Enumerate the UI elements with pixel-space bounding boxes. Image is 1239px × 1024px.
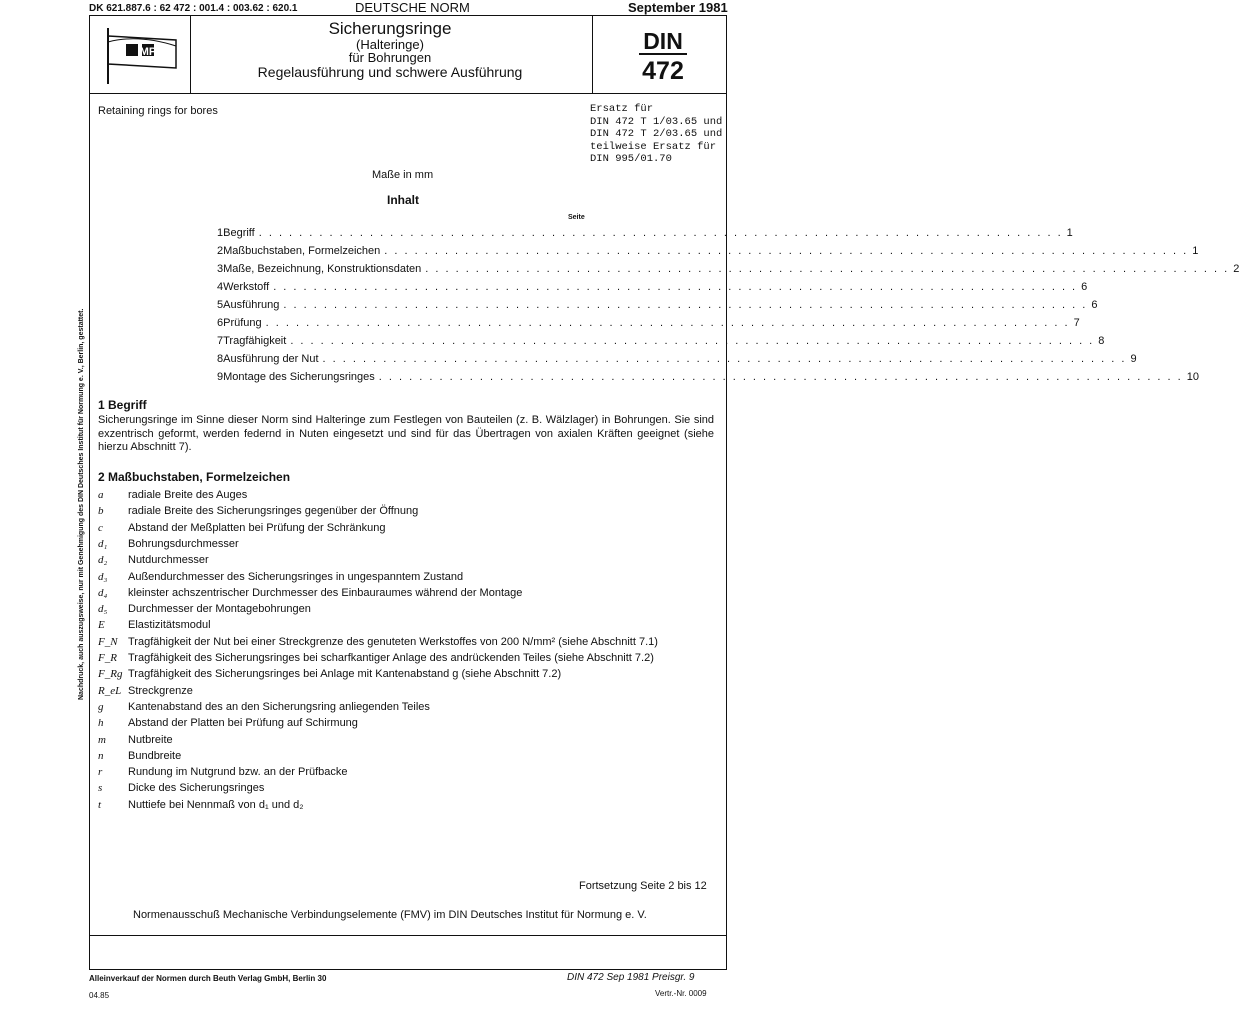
symbol-row [98, 734, 173, 746]
toc-item-text: Maßbuchstaben, Formelzeichen [223, 245, 381, 257]
toc-item-page: 2 [1233, 263, 1239, 275]
symbol-letter: m [98, 733, 106, 746]
symbol-letter: d₂ [98, 554, 108, 567]
replacement-line: Ersatz für [590, 103, 654, 115]
symbol-row [98, 587, 522, 599]
dk-classification: DK 621.887.6 : 62 472 : 001.4 : 003.62 : 620.1 [89, 3, 298, 14]
symbol-letter: F_Rg [98, 668, 123, 681]
symbol-description: Bohrungsdurchmesser [128, 537, 239, 550]
toc-item-page: 1 [1192, 245, 1199, 257]
symbol-row [98, 717, 358, 729]
symbol-description: Kantenabstand des an den Sicherungsring anliegenden Teiles [128, 700, 430, 713]
toc-item-number: 7 [217, 335, 224, 347]
toc-item [217, 281, 1088, 293]
toc-item-number: 4 [217, 281, 224, 293]
symbol-row [98, 538, 239, 550]
toc-leader-dots: . . . . . . . . . . . . . . . . . . . . . . . . . . . . . . . . . . . . . . . . . . . . . . . . . . . . . . . . . . . . . . . . . . . . . . . . . . . . . . . . [322, 353, 1127, 365]
print-date: 04.85 [89, 991, 110, 1000]
toc-item [217, 353, 1137, 365]
section-1-text: Sicherungsringe im Sinne dieser Norm sind Halteringe zum Festlegen von Bauteilen (z. B. Wälzlager) in Bohrungen. Sie sind exzentrisch geformt, werden federnd in Nuten eingesetzt und sind für das Übertragen von axialen Kräften geeignet (siehe hierzu Abschnitt 7). [98, 414, 714, 453]
symbol-description: radiale Breite des Auges [128, 489, 248, 501]
symbol-description: Außendurchmesser des Sicherungsringes in ungespanntem Zustand [128, 570, 464, 583]
din-number: 472 [642, 57, 684, 85]
reprint-notice: Nachdruck, auch auszugsweise, nur mit Genehmigung des DIN Deutsches Institut für Normung e. V., Berlin, gestattet. [78, 308, 85, 700]
publisher-note: Alleinverkauf der Normen durch Beuth Verlag GmbH, Berlin 30 [89, 974, 327, 983]
symbol-description: Elastizitätsmodul [128, 619, 211, 632]
toc-item-page: 6 [1091, 299, 1098, 311]
replacement-line: DIN 995/01.70 [590, 153, 672, 165]
symbol-letter: R_eL [98, 684, 122, 697]
section-1-heading: 1 Begriff [98, 398, 147, 412]
symbol-row [98, 701, 430, 713]
toc-item-number: 9 [217, 371, 224, 383]
toc-item-page: 6 [1081, 281, 1088, 293]
footer-reference: DIN 472 Sep 1981 Preisgr. 9 [567, 972, 695, 983]
replacement-line: DIN 472 T 1/03.65 und [590, 115, 723, 128]
symbol-letter: F_N [98, 635, 118, 648]
symbol-description: Bundbreite [128, 749, 182, 762]
symbol-letter: n [98, 749, 104, 762]
section-2-heading: 2 Maßbuchstaben, Formelzeichen [98, 470, 291, 484]
symbol-description: radiale Breite des Sicherungsringes gegenüber der Öffnung [128, 505, 419, 518]
title-line-2: (Halteringe) [356, 36, 424, 52]
din-word: DIN [639, 30, 687, 55]
symbol-row [98, 750, 181, 762]
toc-item [217, 263, 1239, 275]
publication-date: September 1981 [628, 0, 728, 15]
footer-divider [89, 935, 727, 936]
symbol-row [98, 799, 304, 811]
toc-item-text: Begriff [223, 227, 255, 239]
toc-item-number: 2 [217, 245, 224, 257]
toc-item-text: Maße, Bezeichnung, Konstruktionsdaten [223, 263, 422, 275]
symbol-letter: d₄ [98, 586, 108, 599]
toc-item [217, 335, 1105, 347]
document-title [190, 20, 590, 80]
toc-leader-dots: . . . . . . . . . . . . . . . . . . . . . . . . . . . . . . . . . . . . . . . . . . . . . . . . . . . . . . . . . . . . . . . . . . . . . . . . . . . . . . . . [290, 335, 1095, 347]
symbol-letter: d₅ [98, 603, 108, 616]
symbol-letter: r [98, 766, 103, 779]
symbol-row [98, 652, 654, 664]
units-note: Maße in mm [372, 169, 434, 181]
toc-leader-dots: . . . . . . . . . . . . . . . . . . . . . . . . . . . . . . . . . . . . . . . . . . . . . . . . . . . . . . . . . . . . . . . . . . . . . . . . . . . . . . . . [378, 371, 1183, 383]
din-number-block [608, 30, 718, 84]
toc-leader-dots: . . . . . . . . . . . . . . . . . . . . . . . . . . . . . . . . . . . . . . . . . . . . . . . . . . . . . . . . . . . . . . . . . . . . . . . . . . . . . . . . [283, 299, 1088, 311]
symbol-letter: h [98, 717, 104, 730]
toc-item-page: 10 [1186, 371, 1199, 383]
symbol-letter: t [98, 798, 102, 811]
symbol-row [98, 603, 311, 615]
distribution-number: Vertr.-Nr. 0009 [655, 989, 707, 998]
symbol-letter: s [98, 782, 103, 795]
symbol-letter: E [98, 619, 105, 632]
deutsche-norm-label: DEUTSCHE NORM [355, 0, 470, 15]
symbol-description: Tragfähigkeit des Sicherungsringes bei Anlage mit Kantenabstand g (siehe Abschnitt 7.2) [128, 668, 562, 681]
toc-item-number: 5 [217, 299, 224, 311]
symbol-letter: b [98, 505, 104, 518]
symbol-description: Tragfähigkeit des Sicherungsringes bei scharfkantiger Anlage des andrückenden Teiles (siehe Abschnitt 7.2) [128, 652, 654, 664]
symbol-description: Dicke des Sicherungsringes [128, 782, 265, 795]
symbol-letter: d₃ [98, 570, 108, 583]
symbol-row [98, 685, 193, 697]
symbol-row [98, 571, 463, 583]
toc-item-page: 7 [1073, 317, 1080, 329]
replacement-line: teilweise Ersatz für [590, 140, 717, 153]
toc-item [217, 299, 1098, 311]
committee-note: Normenausschuß Mechanische Verbindungselemente (FMV) im DIN Deutsches Institut für Normung e. V. [133, 909, 647, 921]
toc-leader-dots: . . . . . . . . . . . . . . . . . . . . . . . . . . . . . . . . . . . . . . . . . . . . . . . . . . . . . . . . . . . . . . . . . . . . . . . . . . . . . . . . [258, 227, 1063, 239]
symbol-row [98, 554, 209, 566]
title-line-1: Sicherungsringe [328, 19, 452, 38]
symbol-letter: g [98, 700, 104, 713]
symbol-row [98, 619, 211, 631]
fmv-flag-logo [98, 22, 183, 88]
symbol-row [98, 522, 385, 534]
title-line-3: für Bohrungen [348, 50, 432, 66]
symbol-description: Nutdurchmesser [128, 554, 209, 567]
toc-item-page: 9 [1130, 353, 1137, 365]
toc-item-text: Montage des Sicherungsringes [223, 371, 375, 383]
toc-item-number: 3 [217, 263, 224, 275]
symbol-description: Tragfähigkeit der Nut bei einer Streckgrenze des genuteten Werkstoffes von 200 N/mm² (siehe Abschnitt 7.1) [128, 635, 658, 648]
symbol-row [98, 636, 658, 648]
toc-item-text: Ausführung der Nut [223, 353, 319, 365]
symbol-row [98, 766, 348, 778]
symbol-description: Abstand der Meßplatten bei Prüfung der Schränkung [128, 521, 386, 534]
symbol-letter: a [98, 489, 104, 501]
toc-leader-dots: . . . . . . . . . . . . . . . . . . . . . . . . . . . . . . . . . . . . . . . . . . . . . . . . . . . . . . . . . . . . . . . . . . . . . . . . . . . . . . . . [273, 281, 1078, 293]
toc-item-number: 8 [217, 353, 224, 365]
toc-leader-dots: . . . . . . . . . . . . . . . . . . . . . . . . . . . . . . . . . . . . . . . . . . . . . . . . . . . . . . . . . . . . . . . . . . . . . . . . . . . . . . . . [384, 245, 1189, 257]
symbol-row [98, 782, 264, 794]
toc-item-text: Prüfung [223, 317, 262, 329]
toc-item-number: 6 [217, 317, 224, 329]
symbol-row [98, 489, 247, 501]
symbol-letter: d₁ [98, 537, 108, 550]
toc-page-label: Seite [568, 214, 585, 221]
symbol-description: Durchmesser der Montagebohrungen [128, 603, 311, 616]
toc-item-page: 8 [1098, 335, 1105, 347]
toc-item-page: 1 [1066, 227, 1073, 239]
symbol-description: Rundung im Nutgrund bzw. an der Prüfbacke [128, 766, 348, 779]
logo-letters: MP [139, 46, 157, 58]
symbol-description: Nutbreite [128, 733, 173, 746]
symbol-description: kleinster achszentrischer Durchmesser des Einbauraumes während der Montage [128, 586, 523, 599]
symbol-row [98, 668, 561, 680]
toc-leader-dots: . . . . . . . . . . . . . . . . . . . . . . . . . . . . . . . . . . . . . . . . . . . . . . . . . . . . . . . . . . . . . . . . . . . . . . . . . . . . . . . . [265, 317, 1070, 329]
continuation-note: Fortsetzung Seite 2 bis 12 [579, 880, 707, 892]
toc-item [217, 371, 1199, 383]
toc-item [217, 245, 1199, 257]
toc-title: Inhalt [387, 193, 419, 207]
replacement-note [590, 103, 722, 166]
symbol-description: Streckgrenze [128, 684, 193, 697]
symbol-letter: c [98, 521, 103, 534]
symbol-row [98, 505, 418, 517]
toc-item-text: Werkstoff [223, 281, 270, 293]
din-divider [592, 15, 593, 93]
symbol-letter: F_R [98, 652, 117, 664]
english-title: Retaining rings for bores [98, 105, 218, 117]
replacement-line: DIN 472 T 2/03.65 und [590, 128, 723, 140]
toc-leader-dots: . . . . . . . . . . . . . . . . . . . . . . . . . . . . . . . . . . . . . . . . . . . . . . . . . . . . . . . . . . . . . . . . . . . . . . . . . . . . . . . . [425, 263, 1230, 275]
title-line-4: Regelausführung und schwere Ausführung [257, 64, 523, 81]
toc-item [217, 317, 1080, 329]
header-divider [89, 93, 727, 94]
toc-item-text: Ausführung [223, 299, 280, 311]
toc-item-number: 1 [217, 227, 224, 239]
toc-item-text: Tragfähigkeit [223, 335, 287, 347]
symbol-description: Nuttiefe bei Nennmaß von d₁ und d₂ [128, 798, 304, 811]
symbol-description: Abstand der Platten bei Prüfung auf Schirmung [128, 717, 358, 730]
toc-item [217, 227, 1073, 239]
